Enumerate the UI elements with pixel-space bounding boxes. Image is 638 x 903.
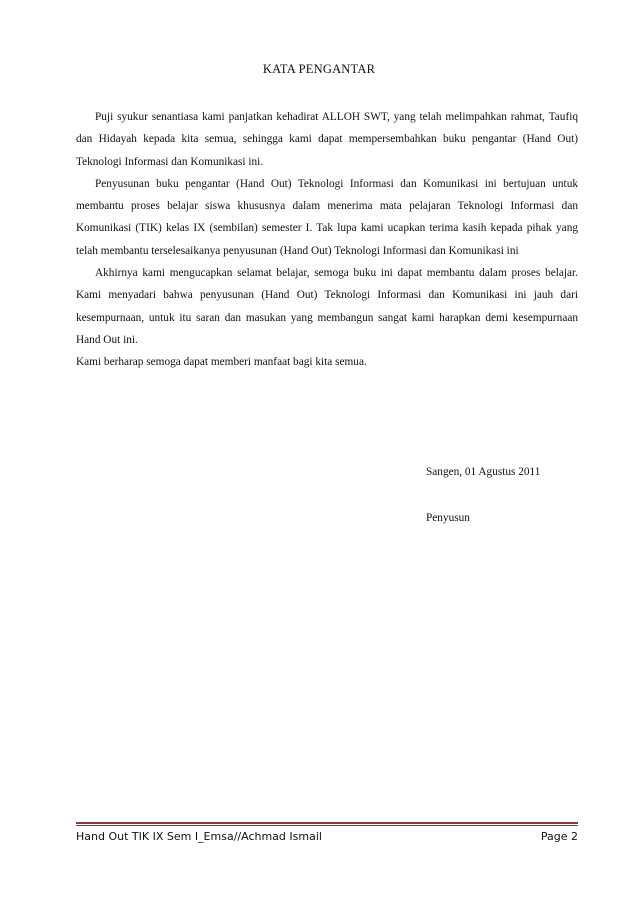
footer-rule xyxy=(76,822,578,824)
footer-left-text: Hand Out TIK IX Sem I_Emsa//Achmad Ismail xyxy=(76,830,322,843)
paragraph-1: Puji syukur senantiasa kami panjatkan kehadirat ALLOH SWT, yang telah melimpahkan rahmat, Taufiq dan Hidayah kepada kita semua, sehingga kami dapat mempersembahkan buku pengantar (Hand Out) Teknologi Informasi dan Komunikasi ini. xyxy=(76,111,578,168)
signature-author: Penyusun xyxy=(426,512,470,524)
paragraph-4: Kami berharap semoga dapat memberi manfaat bagi kita semua. xyxy=(76,356,367,369)
body-text xyxy=(76,106,578,374)
footer-rule-thin xyxy=(76,825,578,826)
signature-place-date: Sangen, 01 Agustus 2011 xyxy=(426,466,541,478)
page-title: KATA PENGANTAR xyxy=(262,62,376,76)
paragraph-2: Penyusunan buku pengantar (Hand Out) Teknologi Informasi dan Komunikasi ini bertujuan untuk membantu proses belajar siswa khususnya dalam menerima mata pelajaran Teknologi Informasi dan Komunikasi (TIK) kelas IX (sembilan) semester I. Tak lupa kami ucapkan terima kasih kepada pihak yang telah membantu terselesaikanya penyusunan (Hand Out) Teknologi Informasi dan Komunikasi ini xyxy=(76,177,578,257)
paragraph-3: Akhirnya kami mengucapkan selamat belajar, semoga buku ini dapat membantu dalam proses belajar. Kami menyadari bahwa penyusunan (Hand Out) Teknologi Informasi dan Komunikasi ini jauh dari kesempurnaan, untuk itu saran dan masukan yang membangun sangat kami harapkan demi kesempurnaan Hand Out ini. xyxy=(76,267,578,346)
page-footer xyxy=(76,830,578,843)
page-number: Page 2 xyxy=(540,830,578,843)
